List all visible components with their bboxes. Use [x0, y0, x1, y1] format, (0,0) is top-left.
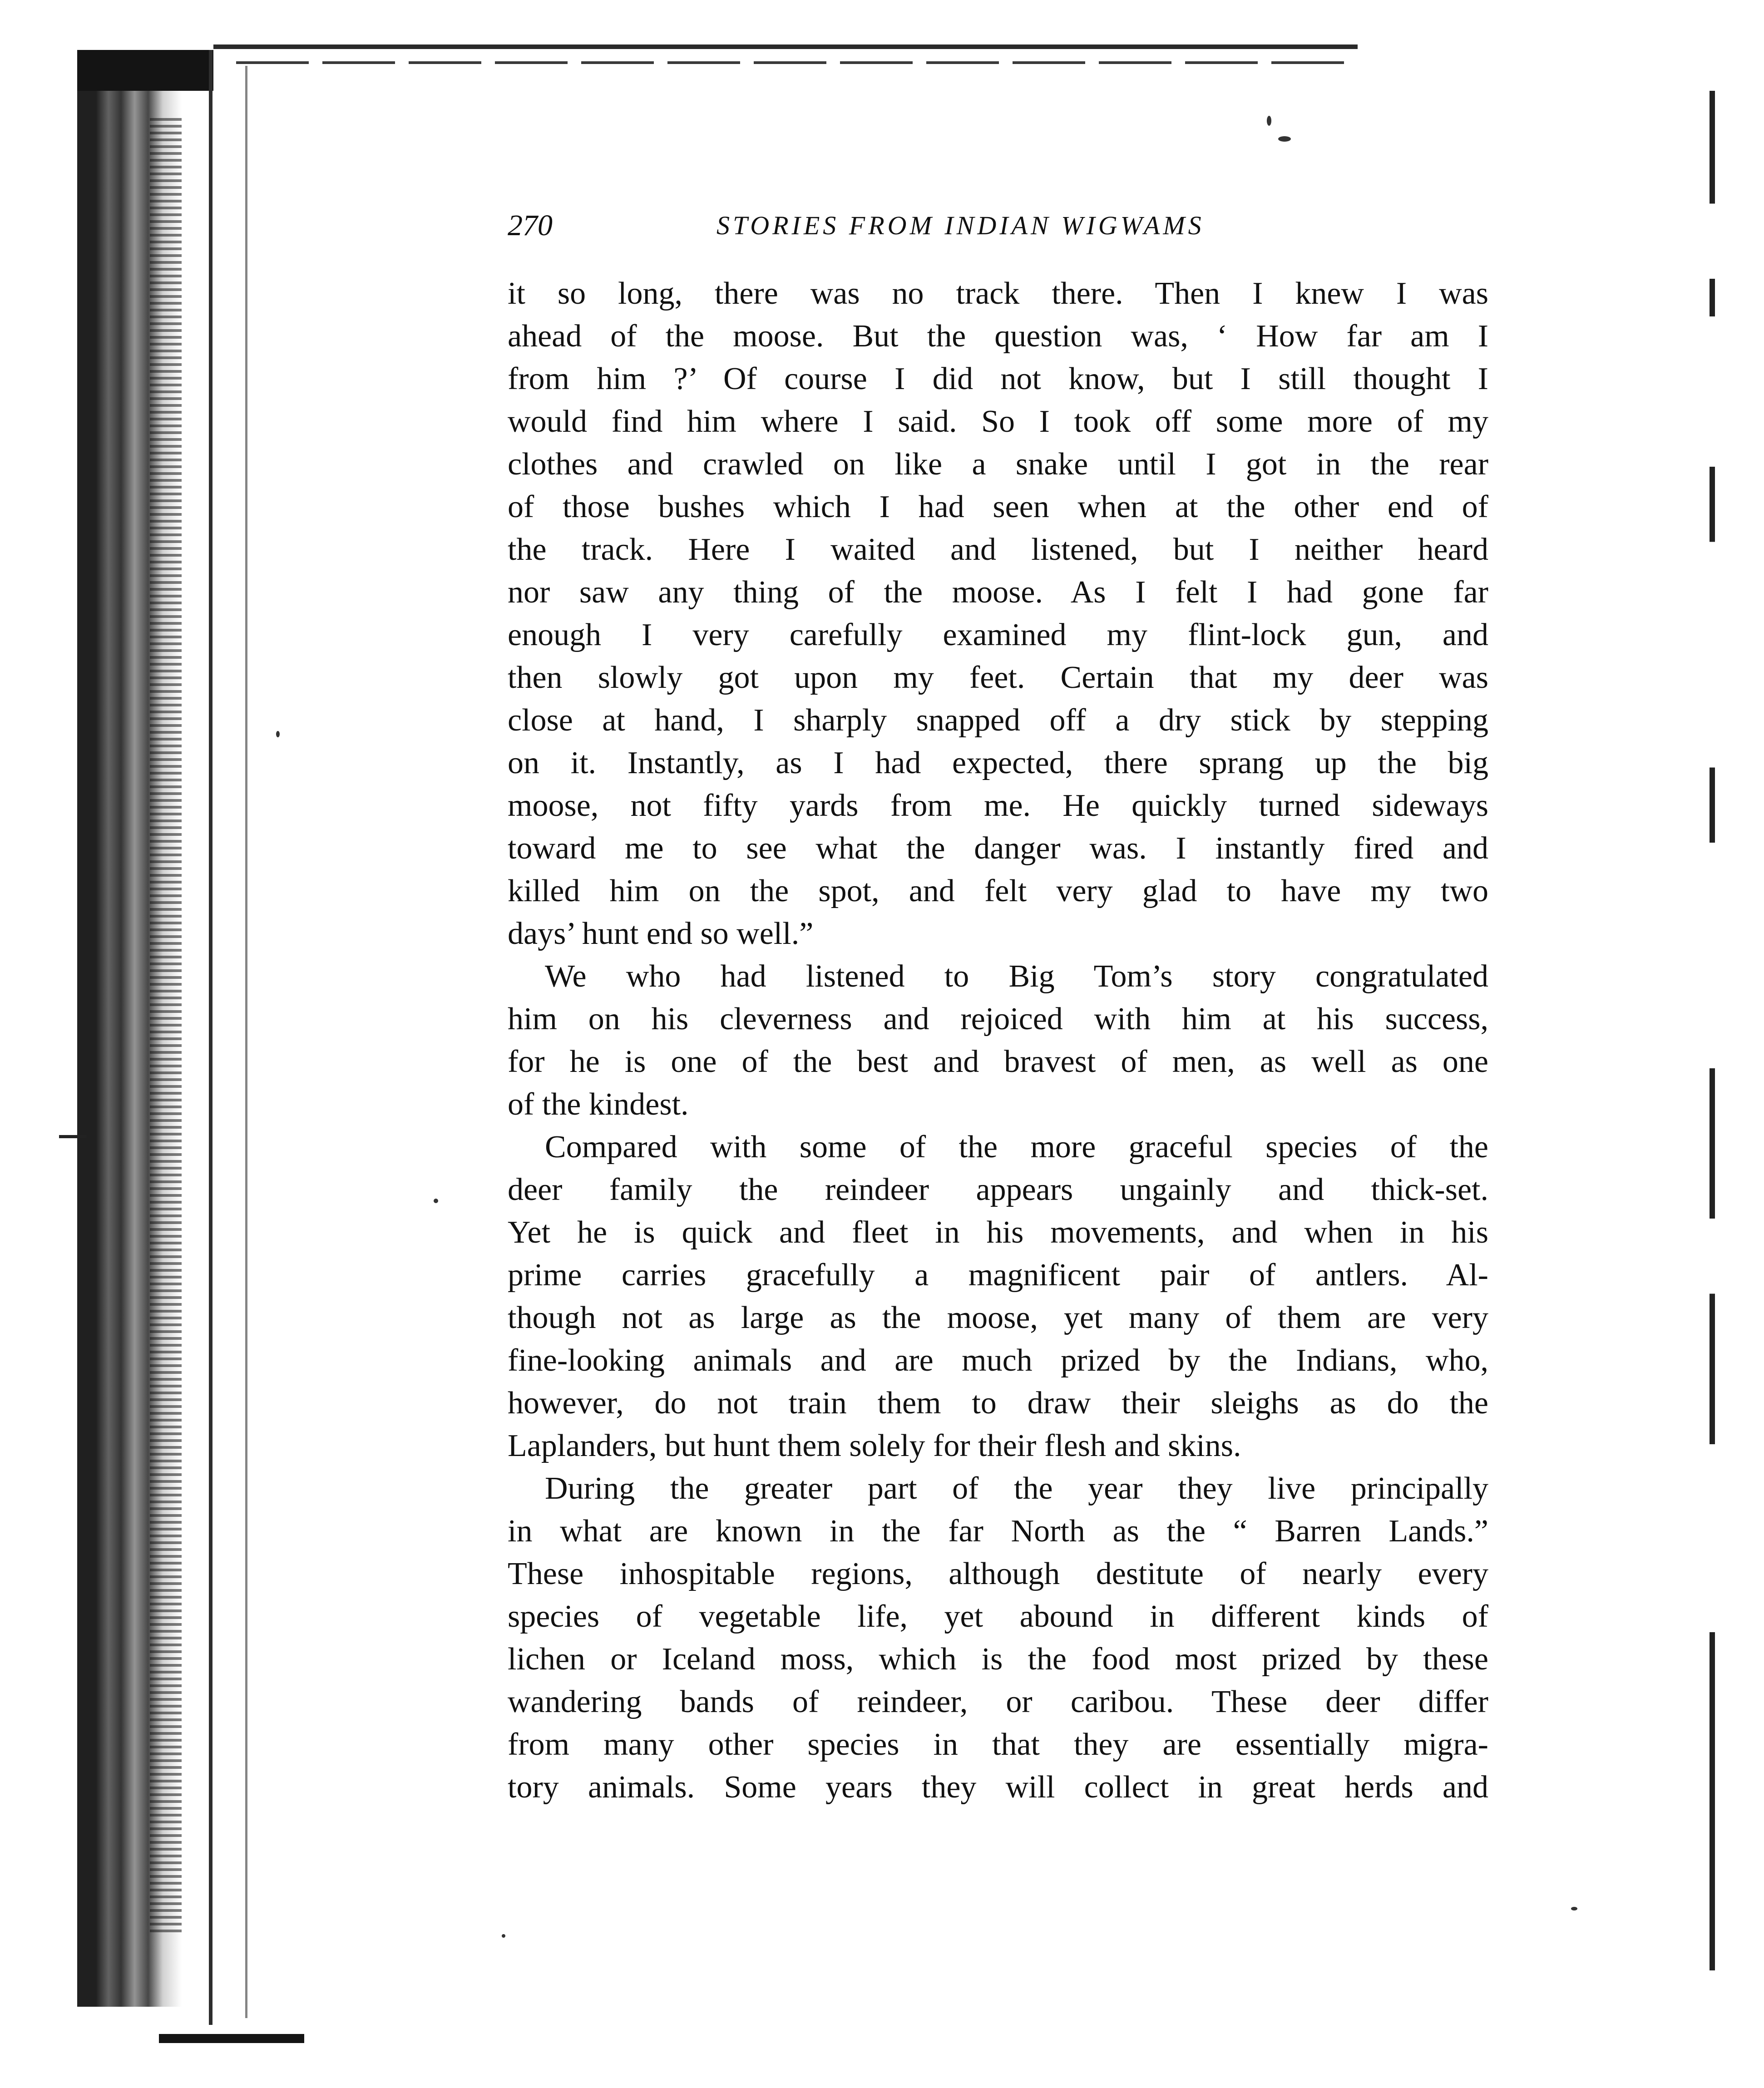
text-line: moose, not fifty yards from me. He quickly turned sideways — [508, 788, 1488, 823]
paragraph-first-line: We who had listened to Big Tom’s story congratulated — [545, 959, 1488, 994]
text-line: toward me to see what the danger was. I instantly fired and — [508, 831, 1488, 866]
scan-speck — [1267, 116, 1271, 126]
text-line: clothes and crawled on like a snake until I got in the rear — [508, 447, 1488, 482]
text-line: enough I very carefully examined my flint-lock gun, and — [508, 617, 1488, 652]
text-line: though not as large as the moose, yet many of them are very — [508, 1300, 1488, 1335]
text-line: tory animals. Some years they will collect in great herds and — [508, 1770, 1488, 1805]
text-line: prime carries gracefully a magnificent pair of antlers. Al- — [508, 1258, 1488, 1293]
paragraph-first-line: Compared with some of the more graceful species of the — [545, 1130, 1488, 1165]
page-edge-right — [1710, 91, 1715, 1970]
text-line: wandering bands of reindeer, or caribou. These deer differ — [508, 1684, 1488, 1719]
text-line: fine-looking animals and are much prized by the Indians, who, — [508, 1343, 1488, 1378]
text-line: it so long, there was no track there. Then I knew I was — [508, 276, 1488, 311]
text-line: from many other species in that they are essentially migra- — [508, 1727, 1488, 1762]
paragraph-first-line: During the greater part of the year they live principally — [545, 1471, 1488, 1506]
text-line: would find him where I said. So I took off some more of my — [508, 404, 1488, 439]
text-line: nor saw any thing of the moose. As I felt I had gone far — [508, 575, 1488, 610]
running-head — [508, 205, 1280, 246]
text-line: him on his cleverness and rejoiced with him at his success, — [508, 1002, 1488, 1037]
book-binding-bottom — [159, 2034, 304, 2043]
body-text — [508, 272, 1488, 1809]
text-line: then slowly got upon my feet. Certain that my deer was — [508, 660, 1488, 695]
text-line: Yet he is quick and fleet in his movements, and when in his — [508, 1215, 1488, 1250]
text-line: however, do not train them to draw their sleighs as do the — [508, 1386, 1488, 1421]
scan-speck — [1571, 1907, 1577, 1910]
scan-speck — [502, 1934, 505, 1938]
text-line: killed him on the spot, and felt very glad to have my two — [508, 874, 1488, 908]
text-line: days’ hunt end so well.” — [508, 916, 814, 951]
text-line: close at hand, I sharply snapped off a dry stick by stepping — [508, 703, 1488, 738]
text-line: the track. Here I waited and listened, but I neither heard — [508, 532, 1488, 567]
text-line: of the kindest. — [508, 1087, 689, 1122]
page-edge-left-thin — [245, 66, 247, 2018]
text-line: lichen or Iceland moss, which is the food most prized by these — [508, 1642, 1488, 1677]
text-line: deer family the reindeer appears ungainly and thick-set. — [508, 1172, 1488, 1207]
text-line: These inhospitable regions, although destitute of nearly every — [508, 1556, 1488, 1591]
scan-speck — [1278, 136, 1291, 142]
page-edge-left — [209, 50, 212, 2025]
page-edge-top — [213, 44, 1358, 49]
book-binding-shadow-top — [77, 50, 213, 91]
text-line: Laplanders, but hunt them solely for their flesh and skins. — [508, 1428, 1241, 1463]
text-line: in what are known in the far North as the “ Barren Lands.” — [508, 1514, 1488, 1549]
text-line: of those bushes which I had seen when at the other end of — [508, 489, 1488, 524]
text-line: for he is one of the best and bravest of men, as well as one — [508, 1044, 1488, 1079]
book-binding-texture — [150, 118, 182, 1934]
page-edge-top-dashed — [236, 61, 1353, 64]
scan-speck — [434, 1199, 438, 1203]
scan-speck — [276, 731, 280, 737]
text-line: species of vegetable life, yet abound in different kinds of — [508, 1599, 1488, 1634]
text-line: ahead of the moose. But the question was, ‘ How far am I — [508, 319, 1488, 354]
running-title: STORIES FROM INDIAN WIGWAMS — [716, 211, 1205, 240]
margin-mark — [59, 1135, 86, 1138]
page-number: 270 — [508, 209, 553, 242]
text-line: from him ?’ Of course I did not know, but I still thought I — [508, 361, 1488, 396]
text-line: on it. Instantly, as I had expected, there sprang up the big — [508, 745, 1488, 780]
